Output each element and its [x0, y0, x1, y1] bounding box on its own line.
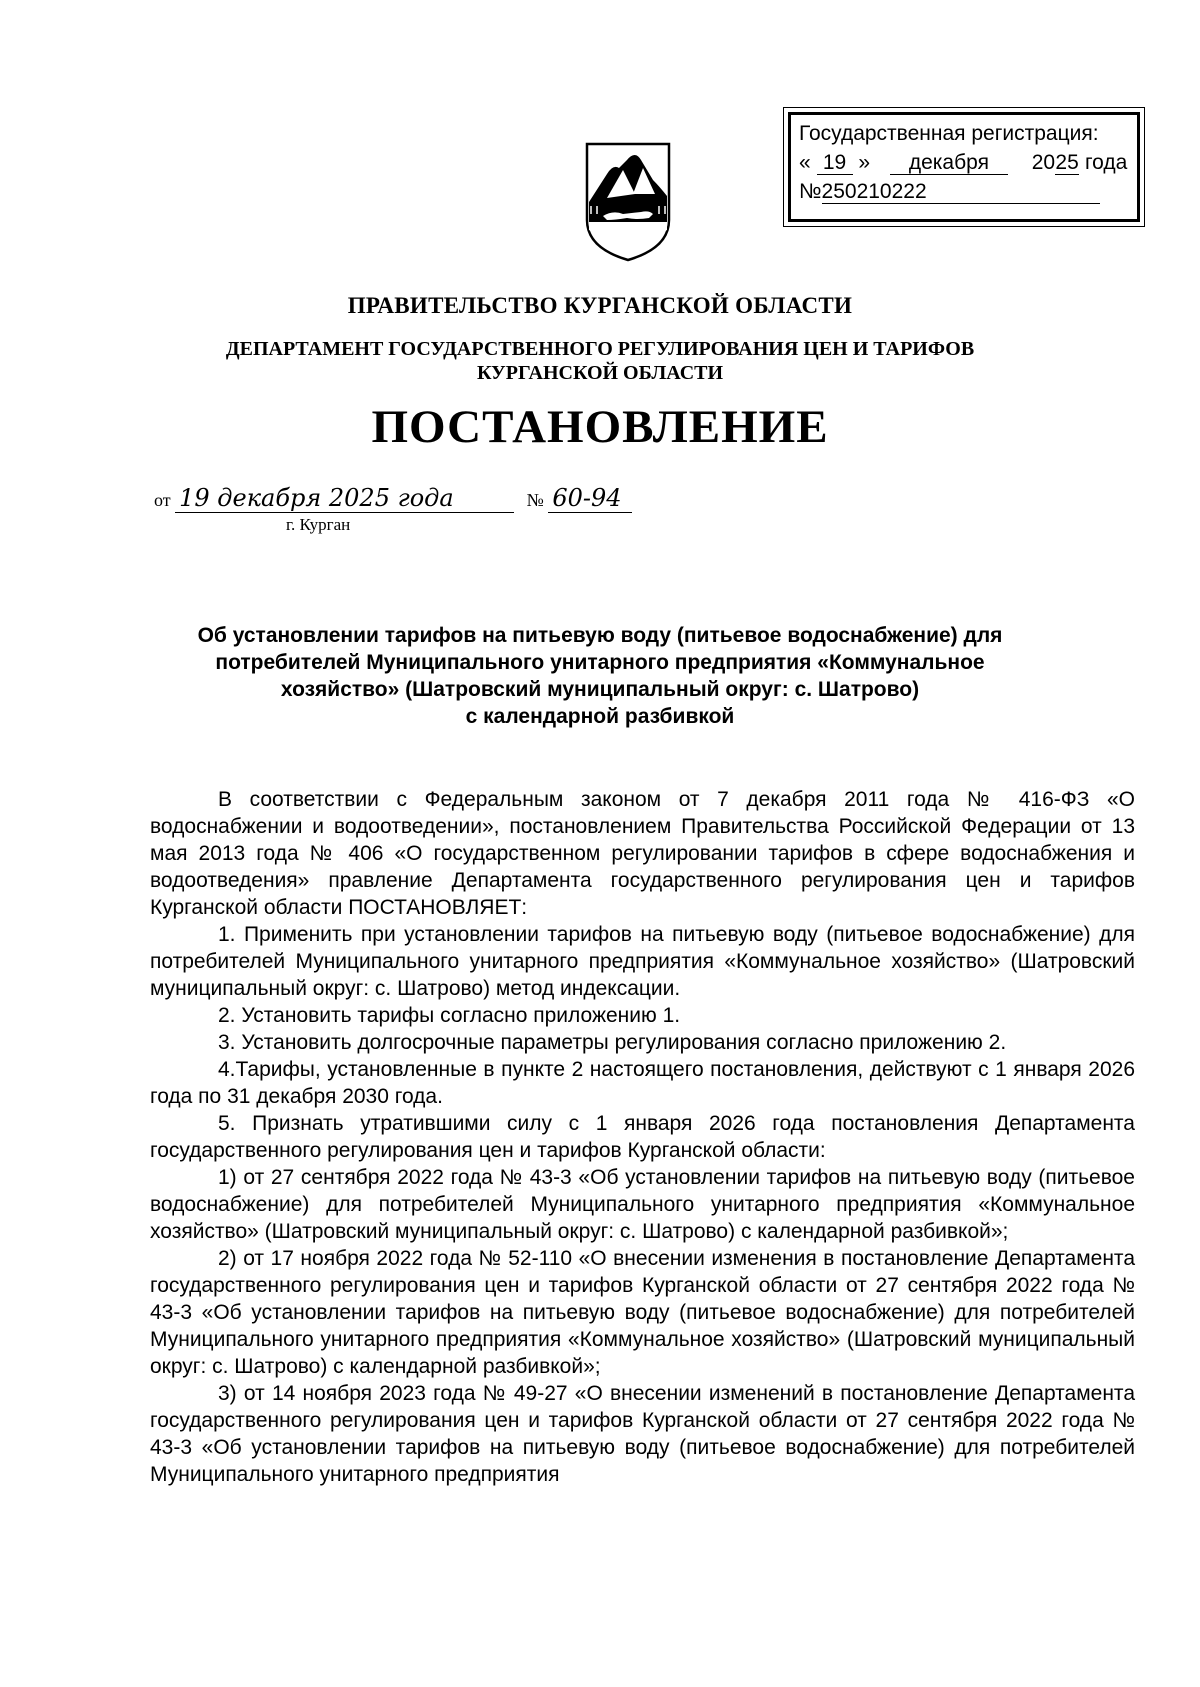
clause-3: 3. Установить долгосрочные параметры регулирования согласно приложению 2.	[218, 1031, 1007, 1054]
clause-5-item-3: 3) от 14 ноября 2023 года № 49-27 «О внесении изменений в постановление Департамента государственного регулирования цен и тарифов Курганской области от 27 сентября 2022 года № 43-3 «Об установлении тарифов на питьевую воду (питьевое водоснабжение) для потребителей Муниципального унитарного предприятия	[150, 1382, 1135, 1486]
clause-5: 5. Признать утратившими силу с 1 января 2026 года постановления Департамента государственного регулирования цен и тарифов Курганской области:	[150, 1112, 1135, 1162]
registration-title: Государственная регистрация:	[799, 122, 1099, 145]
document-type: ПОСТАНОВЛЕНИЕ	[371, 401, 829, 453]
registration-stamp	[788, 112, 1140, 222]
registration-month: декабря	[890, 152, 1008, 175]
preamble-paragraph: В соответствии с Федеральным законом от 7 декабря 2011 года № 416-ФЗ «О водоснабжении и водоотведении», постановлением Правительства Российской Федерации от 13 мая 2013 года № 406 «О государственном регулировании тарифов в сфере водоснабжения и водоотведения» правление Департамента государственного регулирования цен и тарифов Курганской области ПОСТАНОВЛЯЕТ:	[150, 788, 1135, 919]
document-dateline: от 19 декабря 2025 года № 60-94	[154, 484, 632, 513]
registration-date: « 19 » декабря 2025 года	[799, 151, 1128, 174]
clause-5-item-2: 2) от 17 ноября 2022 года № 52-110 «О внесении изменения в постановление Департамента государственного регулирования цен и тарифов Курганской области от 27 сентября 2022 года № 43-3 «Об установлении тарифов на питьевую воду (питьевое водоснабжение) для потребителей Муниципального унитарного предприятия «Коммунальное хозяйство» (Шатровский муниципальный округ: с. Шатрово) с календарной разбивкой»;	[150, 1247, 1135, 1378]
clause-5-item-1: 1) от 27 сентября 2022 года № 43-3 «Об установлении тарифов на питьевую воду (питьевое водоснабжение) для потребителей Муниципального унитарного предприятия «Коммунальное хозяйство» (Шатровский муниципальный округ: с. Шатрово) с календарной разбивкой»;	[150, 1166, 1135, 1243]
document-city: г. Курган	[286, 515, 351, 534]
registration-number: №250210222	[799, 177, 1129, 206]
clause-2: 2. Установить тарифы согласно приложению 1.	[218, 1004, 681, 1027]
clause-4: 4.Тарифы, установленные в пункте 2 настоящего постановления, действуют с 1 января 2026 года по 31 декабря 2030 года.	[150, 1058, 1135, 1108]
department-name: ДЕПАРТАМЕНТ ГОСУДАРСТВЕННОГО РЕГУЛИРОВАНИЯ ЦЕН И ТАРИФОВ КУРГАНСКОЙ ОБЛАСТИ	[225, 338, 975, 384]
document-body	[150, 786, 1135, 1488]
government-name: ПРАВИТЕЛЬСТВО КУРГАНСКОЙ ОБЛАСТИ	[347, 293, 853, 318]
handwritten-number: 60-94	[548, 484, 632, 513]
document-title: Об установлении тарифов на питьевую воду (питьевое водоснабжение) для потребителей Муниципального унитарного предприятия «Коммунальное хозяйство» (Шатровский муниципальный округ: с. Шатрово) с календарной разбивкой	[197, 624, 1003, 728]
registration-day: 19	[817, 152, 853, 175]
registration-number-value: 250210222	[822, 181, 1100, 204]
handwritten-date: 19 декабря 2025 года	[175, 484, 514, 513]
clause-1: 1. Применить при установлении тарифов на питьевую воду (питьевое водоснабжение) для потребителей Муниципального унитарного предприятия «Коммунальное хозяйство» (Шатровский муниципальный округ: с. Шатрово) метод индексации.	[150, 923, 1135, 1000]
coat-of-arms-icon	[583, 140, 673, 264]
registration-year: 25	[1055, 151, 1079, 174]
